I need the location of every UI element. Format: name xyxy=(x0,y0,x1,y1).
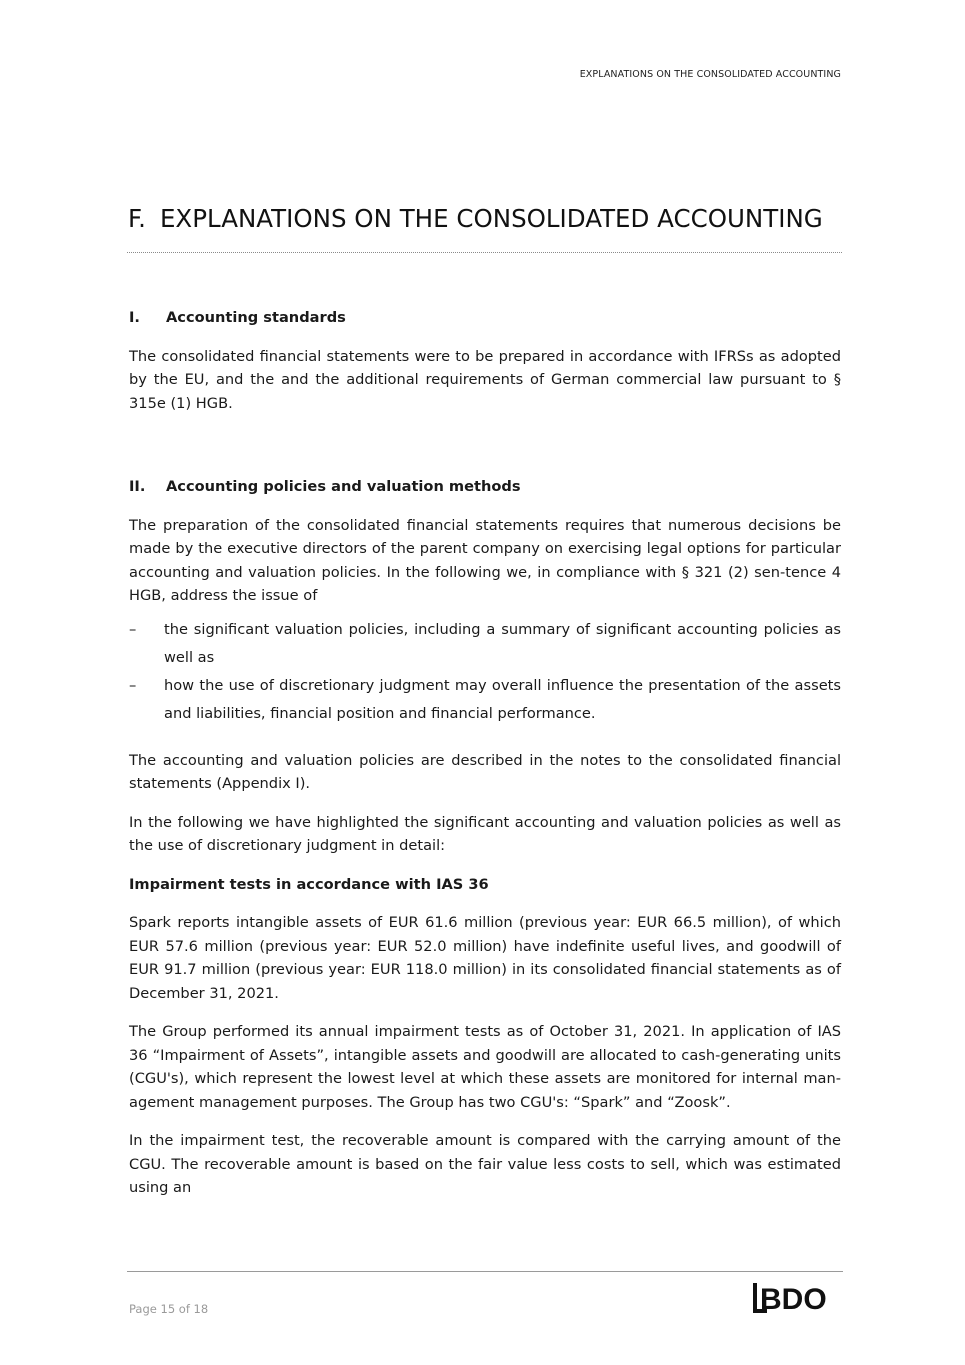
section-heading-accounting-policies xyxy=(129,475,841,499)
subheading-impairment-tests: Impairment tests in accordance with IAS 36 xyxy=(129,875,489,893)
section-title: Accounting standards xyxy=(166,309,346,326)
list-item-text: how the use of discretionary judgment may overall influence the presentation of the assets and liabilities, financial position and financial performance. xyxy=(164,676,841,722)
chapter-title xyxy=(128,204,823,233)
section-number: II. xyxy=(129,478,146,495)
list-item-text: the significant valuation policies, including a summary of significant accounting policies as well as xyxy=(164,620,841,666)
paragraph-intro: The preparation of the consolidated financial statements requires that numerous decisions be made by the executive directors of the parent company on exercising legal options for particular accounting and valuation policies. In the following we, in compliance with § 321 (2) sen-tence 4 HGB, address the issue of xyxy=(129,516,841,604)
title-divider xyxy=(127,252,842,253)
paragraph-recoverable-amount: In the impairment test, the recoverable amount is compared with the carrying amount of the CGU. The recoverable amount is based on the fair value less costs to sell, which was estimated using an xyxy=(129,1132,841,1196)
paragraph-notes: The accounting and valuation policies are described in the notes to the consolidated financial statements (Appendix I). xyxy=(129,751,841,792)
list-item xyxy=(129,672,841,728)
bdo-logo-icon xyxy=(752,1280,842,1318)
dash-marker: – xyxy=(129,676,137,694)
document-body xyxy=(129,306,841,1200)
section-number: I. xyxy=(129,309,140,326)
footer-divider xyxy=(127,1271,843,1272)
chapter-number: F. xyxy=(128,204,146,233)
paragraph-highlight: In the following we have highlighted the significant accounting and valuation policies as well as the use of discretionary judgment in detail: xyxy=(129,813,841,854)
paragraph-intangible-assets: Spark reports intangible assets of EUR 61.6 million (previous year: EUR 66.5 million), of which EUR 57.6 million (previous year: EUR 52.0 million) have indefinite useful lives, and goodwill of EUR 91.7 million (previous year: EUR 118.0 million) in its consolidated financial statements as of December 31, 2021. xyxy=(129,914,841,1002)
dash-marker: – xyxy=(129,620,137,638)
paragraph-accounting-standards: The consolidated financial statements were to be prepared in accordance with IFRSs as adopted by the EU, and the and the additional requirements of German commercial law pursuant to § 315e (1) HGB. xyxy=(129,347,841,412)
paragraph-group-impairment: The Group performed its annual impairment tests as of October 31, 2021. In application of IAS 36 “Impairment of Assets”, intangible assets and goodwill are allocated to cash-generating units (CGU's), which represent the lowest level at which these assets are monitored for internal man-agement management purposes. The Group has two CGU's: “Spark” and “Zoosk”. xyxy=(129,1023,841,1111)
section-title: Accounting policies and valuation methods xyxy=(166,478,521,495)
bdo-logo xyxy=(752,1280,842,1322)
running-header: EXPLANATIONS ON THE CONSOLIDATED ACCOUNTING xyxy=(579,69,841,80)
list-item xyxy=(129,616,841,672)
bullet-list xyxy=(129,616,841,728)
chapter-title-text: EXPLANATIONS ON THE CONSOLIDATED ACCOUNTING xyxy=(159,204,823,233)
logo-wordmark: BDO xyxy=(760,1283,827,1316)
page-number: Page 15 of 18 xyxy=(129,1302,209,1316)
section-heading-accounting-standards xyxy=(129,306,841,330)
